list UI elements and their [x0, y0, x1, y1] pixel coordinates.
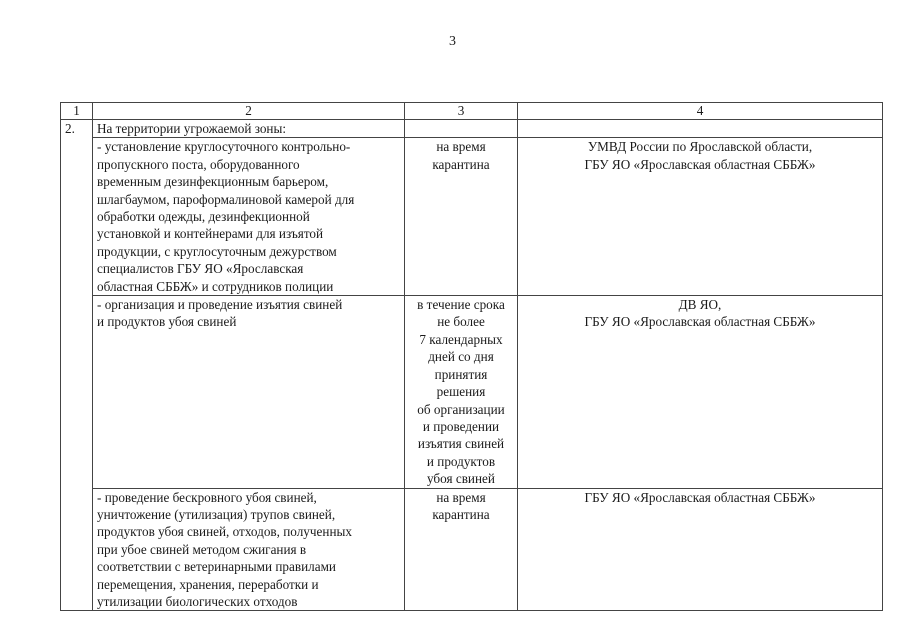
- table-header-row: [61, 103, 883, 120]
- responsible-cell: ДВ ЯО, ГБУ ЯО «Ярославская областная СББЖ»: [518, 296, 883, 488]
- period-cell: на время карантина: [405, 488, 518, 611]
- section-empty-cell: [405, 120, 518, 138]
- header-col-3: 3: [405, 103, 518, 120]
- header-col-4: 4: [518, 103, 883, 120]
- measures-table: [60, 102, 883, 611]
- measure-cell: - установление круглосуточного контрольно- пропускного поста, оборудованного временным дезинфекционным барьером, шлагбаумом, пароформалиновой камерой для обработки одежды, дезинфекционной установкой и контейнерами для изъятой продукции, с круглосуточным дежурством специалистов ГБУ ЯО «Ярославская областная СББЖ» и сотрудников полиции: [93, 138, 405, 296]
- header-col-2: 2: [93, 103, 405, 120]
- section-row: [61, 120, 883, 138]
- section-empty-cell: [518, 120, 883, 138]
- measure-cell: - проведение бескровного убоя свиней, уничтожение (утилизация) трупов свиней, продуктов убоя свиней, отходов, полученных при убое свиней методом сжигания в соответствии с ветеринарными правилами перемещения, хранения, переработки и утилизации биологических отходов: [93, 488, 405, 611]
- period-cell: в течение срока не более 7 календарных дней со дня принятия решения об организации и проведении изъятия свиней и продуктов убоя свиней: [405, 296, 518, 488]
- table-row: [61, 296, 883, 488]
- header-col-1: 1: [61, 103, 93, 120]
- section-number: 2.: [61, 120, 93, 611]
- measure-cell: - организация и проведение изъятия свиней и продуктов убоя свиней: [93, 296, 405, 488]
- section-title: На территории угрожаемой зоны:: [93, 120, 405, 138]
- period-cell: на время карантина: [405, 138, 518, 296]
- responsible-cell: ГБУ ЯО «Ярославская областная СББЖ»: [518, 488, 883, 611]
- page-number: 3: [449, 34, 456, 49]
- table-row: [61, 138, 883, 296]
- table-row: [61, 488, 883, 611]
- responsible-cell: УМВД России по Ярославской области, ГБУ ЯО «Ярославская областная СББЖ»: [518, 138, 883, 296]
